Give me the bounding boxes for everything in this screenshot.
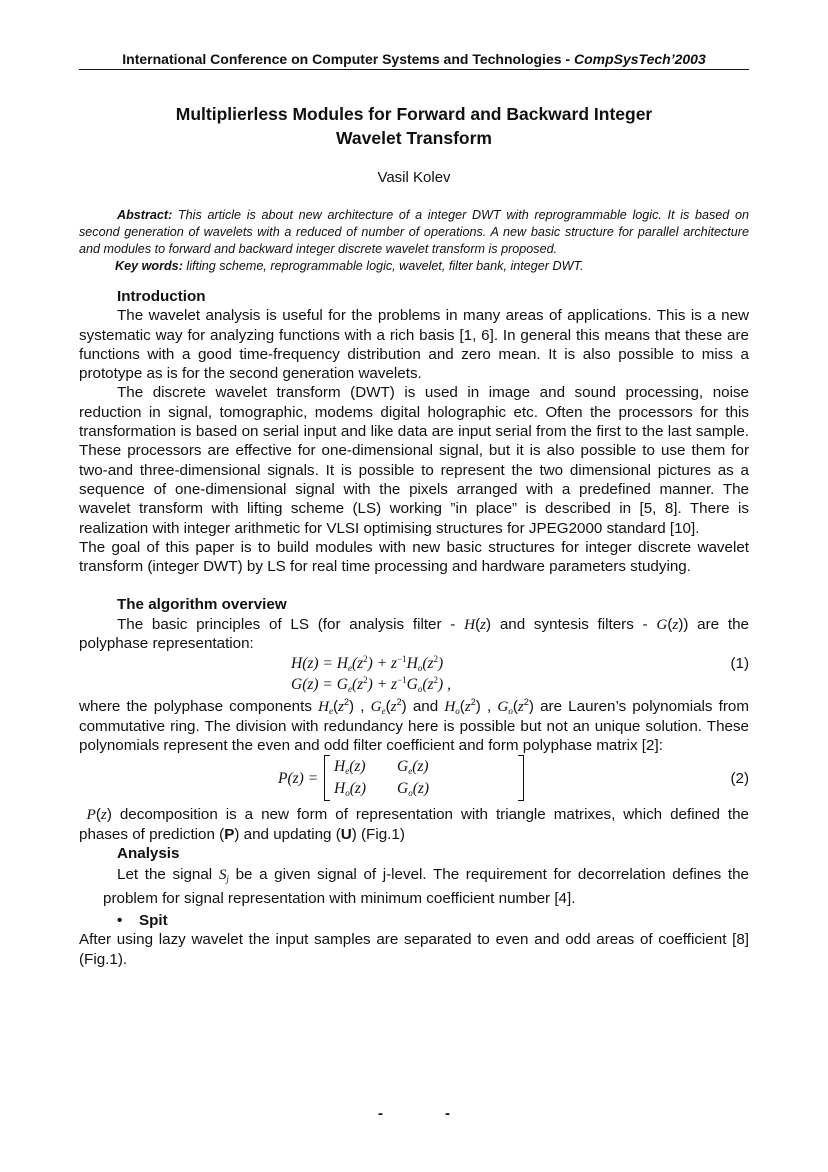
paper-title <box>79 102 749 150</box>
analysis-paragraph-2: After using lazy wavelet the input samples are separated to even and odd areas of coefficient [8](Fig.1). <box>79 931 749 968</box>
intro-paragraph-1: The wavelet analysis is useful for the problems in many areas of applications. This is a new systematic way for analyzing functions with a rich basis [1, 6]. In general this means that these are functions with a good time-frequency distribution and zero mean. It is also possible to miss a prototype as is for the second generation wavelets. <box>79 307 749 383</box>
algorithm-paragraph-3: P(z) decomposition is a new form of representation with triangle matrixes, which defined the phases of prediction (P) and updating (U) (Fig.1) <box>79 806 750 843</box>
analysis-paragraph-1: Let the signal $S_j$ be a given signal of j-level. The requirement for decorrelation defines the problem for signal representation with minimum coefficient number [4]. <box>103 866 749 908</box>
header-rule <box>79 69 749 70</box>
keywords-text: lifting scheme, reprogrammable logic, wavelet, filter bank, integer DWT. <box>182 259 584 273</box>
intro-paragraph-2: The discrete wavelet transform (DWT) is used in image and sound processing, noise reduction in signal, tomographic, modems digital holographic etc. Often the processors for this transformation is based on serial input and like data are input serial from the first to the last sample. These processors are effective for one-dimensional signal, but it is also possible to use them for two-and three-dimensional signals. It is possible to represent the two dimensional pictures as a sequence of one-dimensional signal with the pixels arranged with a predefined manner. The wavelet transform with lifting scheme (LS) working ”in place” is described in [5, 8]. There is realization with integer arithmetic for VLSI optimising structures for JPEG2000 standard [10]. <box>79 384 749 537</box>
header-conference: International Conference on Computer Systems and Technologies - <box>122 51 574 67</box>
equation-1-line-2: $G(z) = G_e(z^2) + z^{-1}G_o(z^2)$ , <box>291 675 451 695</box>
running-header <box>79 49 749 69</box>
equation-2-number: (2) <box>730 770 749 788</box>
section-heading-analysis: Analysis <box>117 844 180 862</box>
footer-mark-left: - <box>378 1105 383 1122</box>
title-line-1: Multiplierless Modules for Forward and Backward Integer <box>175 104 653 124</box>
bullet-spit: • Spit <box>117 912 168 930</box>
abstract-label: Abstract: <box>117 208 173 222</box>
equation-1-line-1: $H(z) = H_e(z^2) + z^{-1}H_o(z^2)$ (1) <box>291 654 749 674</box>
footer-mark-right: - <box>445 1105 450 1122</box>
section-heading-algorithm: The algorithm overview <box>117 596 287 614</box>
abstract-text: This article is about new architecture of a integer DWT with reprogrammable logic. It is based on second generation of wavelets with a reduced of number of operations. A new basic structure for parallel architecture and modules to forward and backward integer discrete wavelet transform is proposed. <box>79 208 749 256</box>
title-line-2: Wavelet Transform <box>336 128 492 148</box>
algorithm-paragraph-1: The basic principles of LS (for analysis filter - H(z) and syntesis filters - G(z)) are the polyphase representation: <box>79 615 749 653</box>
paper-body <box>79 287 749 969</box>
header-conference-short: CompSysTech’2003 <box>573 51 706 67</box>
intro-paragraph-3: The goal of this paper is to build modules with new basic structures for integer discrete wavelet transform (integer DWT) by LS for real time processing and hardware parameters studying. <box>79 538 749 576</box>
author: Vasil Kolev <box>377 169 451 186</box>
section-heading-introduction: Introduction <box>117 288 206 305</box>
algorithm-paragraph-2: where the polyphase components $H_e(z^2)$ , $G_e(z^2)$ and $H_o(z^2)$ , $G_o(z^2)$ are Lauren’s polynomials from commutative ring. The division with redundancy here is possible but not an unique solution. These polynomials represent the even and odd filter coefficient and form polyphase matrix [2]: <box>79 697 750 754</box>
abstract <box>79 207 749 275</box>
equation-1-number: (1) <box>730 655 749 673</box>
keywords-label: Key words: <box>115 259 183 273</box>
equation-2-polyphase-matrix: P(z) = $H_e(z)$ $G_e(z)$ $H_o(z)$ $G_o(z)$ (2) <box>79 755 749 805</box>
